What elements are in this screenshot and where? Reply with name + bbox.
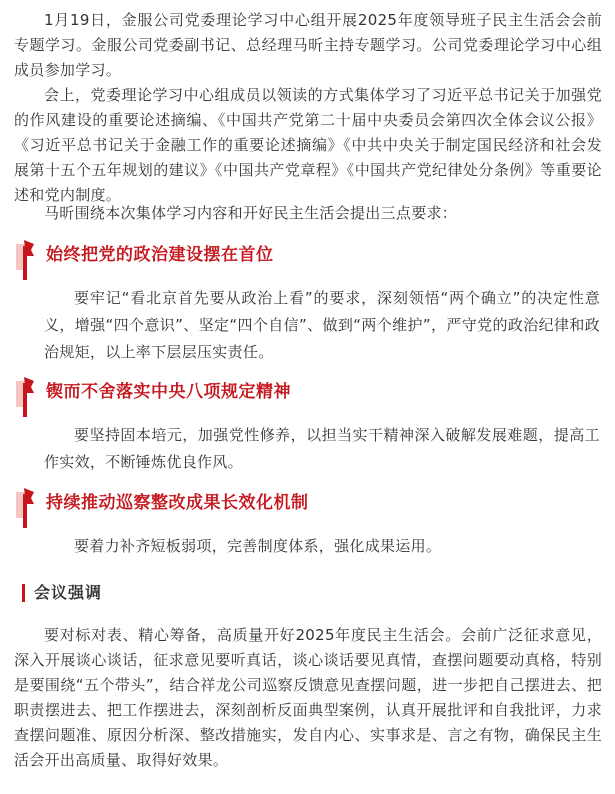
point-title-3: 持续推动巡察整改成果长效化机制 (46, 493, 309, 513)
intro-paragraph-3: 马昕围绕本次集体学习内容和开好民主生活会提出三点要求： (44, 204, 458, 222)
point-body-1: 要牢记“看北京首先要从政治上看”的要求，深刻领悟“两个确立”的决定性意义，增强“四个意识”、坚定“四个自信”、做到“两个维护”，严守党的政治纪律和政治规矩，以上率下层层压实责任。 (44, 289, 600, 361)
section-title: 会议强调 (34, 583, 103, 602)
point-title-1: 始终把党的政治建设摆在首位 (46, 245, 274, 265)
red-ribbon-marker-icon (14, 377, 36, 417)
intro-paragraph-1: 1月19日，金服公司党委理论学习中心组开展2025年度领导班子民主生活会会前专题学习。金服公司党委副书记、总经理马昕主持专题学习。公司党委理论学习中心组成员参加学习。 (14, 11, 602, 79)
point-body-2: 要坚持固本培元，加强党性修养，以担当实干精神深入破解发展难题，提高工作实效，不断锤炼优良作风。 (44, 426, 600, 471)
section-body: 要对标对表、精心筹备，高质量开好2025年度民主生活会。会前广泛征求意见，深入开展谈心谈话，征求意见要听真话，谈心谈话要见真情，查摆问题要动真格，特别是要围绕“五个带头”，结合祥龙公司巡察反馈意见查摆问题，进一步把自己摆进去、把职责摆进去、把工作摆进去，深刻剖析反面典型案例，认真开展批评和自我批评，力求查摆问题准、原因分析深、整改措施实，发自内心、实事求是、言之有物，确保民主生活会开出高质量、取得好效果。 (14, 626, 602, 769)
point-title-2: 锲而不舍落实中央八项规定精神 (46, 382, 291, 402)
red-ribbon-marker-icon (14, 488, 36, 528)
point-body-3: 要着力补齐短板弱项，完善制度体系，强化成果运用。 (74, 537, 442, 555)
intro-paragraph-2: 会上，党委理论学习中心组成员以领读的方式集体学习了习近平总书记关于加强党的作风建设的重要论述摘编、《中国共产党第二十届中央委员会第四次全体会议公报》《习近平总书记关于金融工作的重要论述摘编》《中共中央关于制定国民经济和社会发展第十五个五年规划的建议》《中国共产党章程》《中国共产党纪律处分条例》等重要论述和党内制度。 (14, 86, 602, 204)
red-ribbon-marker-icon (14, 240, 36, 280)
section-accent-bar (22, 584, 25, 602)
